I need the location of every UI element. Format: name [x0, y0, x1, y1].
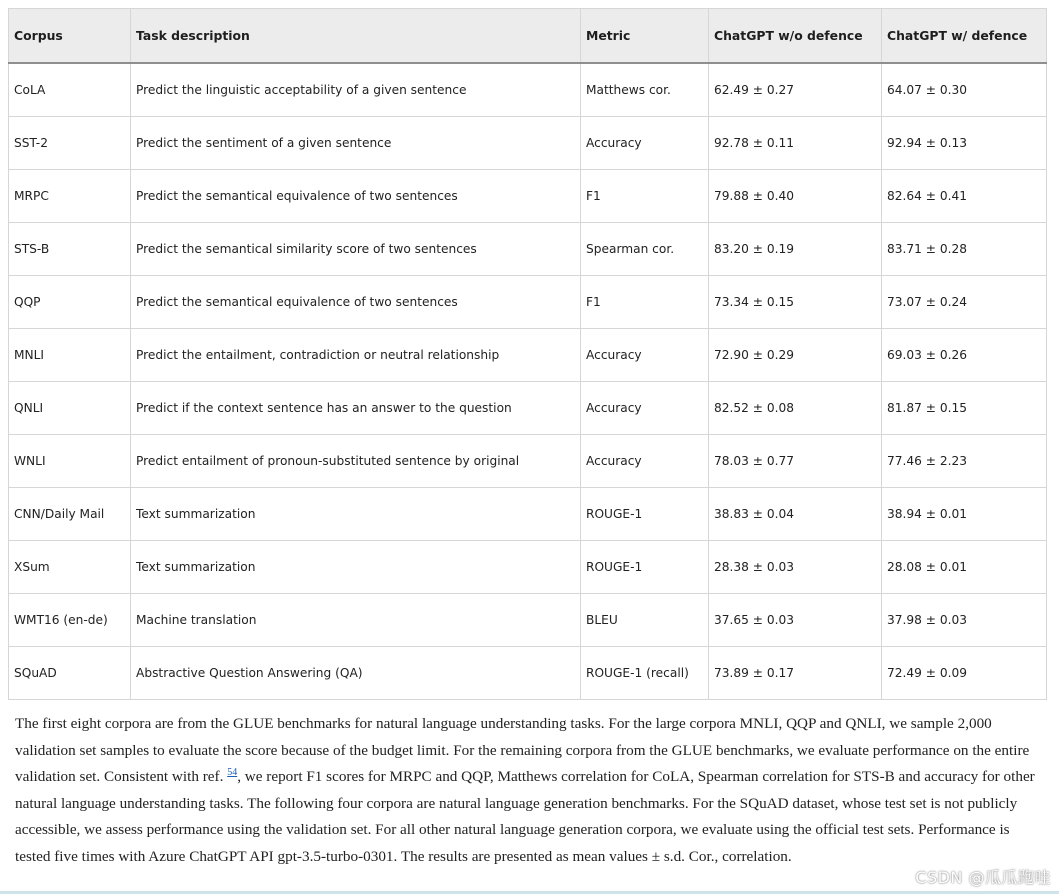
cell-corpus: STS-B	[9, 223, 131, 276]
cell-without-defence: 62.49 ± 0.27	[709, 63, 882, 117]
cell-corpus: SQuAD	[9, 647, 131, 700]
cell-with-defence: 38.94 ± 0.01	[882, 488, 1047, 541]
header-with-defence: ChatGPT w/ defence	[882, 9, 1047, 64]
cell-task: Machine translation	[131, 594, 581, 647]
cell-metric: Accuracy	[581, 382, 709, 435]
results-table	[8, 8, 1047, 700]
header-corpus: Corpus	[9, 9, 131, 64]
cell-without-defence: 78.03 ± 0.77	[709, 435, 882, 488]
cell-task: Predict the semantical equivalence of two sentences	[131, 276, 581, 329]
cell-with-defence: 83.71 ± 0.28	[882, 223, 1047, 276]
header-task-description: Task description	[131, 9, 581, 64]
cell-metric: Matthews cor.	[581, 63, 709, 117]
cell-without-defence: 72.90 ± 0.29	[709, 329, 882, 382]
cell-task: Predict the entailment, contradiction or neutral relationship	[131, 329, 581, 382]
cell-corpus: WNLI	[9, 435, 131, 488]
cell-with-defence: 69.03 ± 0.26	[882, 329, 1047, 382]
cell-corpus: MRPC	[9, 170, 131, 223]
cell-metric: F1	[581, 170, 709, 223]
cell-metric: ROUGE-1	[581, 488, 709, 541]
cell-task: Text summarization	[131, 541, 581, 594]
table-row	[9, 117, 1047, 170]
cell-with-defence: 28.08 ± 0.01	[882, 541, 1047, 594]
cell-with-defence: 37.98 ± 0.03	[882, 594, 1047, 647]
cell-corpus: WMT16 (en-de)	[9, 594, 131, 647]
table-row	[9, 594, 1047, 647]
table-row	[9, 647, 1047, 700]
cell-metric: Accuracy	[581, 435, 709, 488]
table-row	[9, 63, 1047, 117]
cell-task: Predict the linguistic acceptability of a given sentence	[131, 63, 581, 117]
cell-with-defence: 82.64 ± 0.41	[882, 170, 1047, 223]
cell-corpus: MNLI	[9, 329, 131, 382]
cell-with-defence: 73.07 ± 0.24	[882, 276, 1047, 329]
table-row	[9, 488, 1047, 541]
cell-without-defence: 38.83 ± 0.04	[709, 488, 882, 541]
header-metric: Metric	[581, 9, 709, 64]
cell-task: Predict the semantical equivalence of two sentences	[131, 170, 581, 223]
cell-corpus: SST-2	[9, 117, 131, 170]
cell-corpus: CNN/Daily Mail	[9, 488, 131, 541]
footnote-text-part2: , we report F1 scores for MRPC and QQP, Matthews correlation for CoLA, Spearman correlation for STS-B and accuracy for other natural language understanding tasks. The following four corpora are natural language generation benchmarks. For the SQuAD dataset, whose test set is not publicly accessible, we assess performance using the validation set. For all other natural language generation corpora, we evaluate using the official test sets. Performance is tested five times with Azure ChatGPT API gpt-3.5-turbo-0301. The results are presented as mean values ± s.d. Cor., correlation.	[15, 768, 1035, 865]
cell-without-defence: 73.89 ± 0.17	[709, 647, 882, 700]
cell-metric: Spearman cor.	[581, 223, 709, 276]
cell-without-defence: 92.78 ± 0.11	[709, 117, 882, 170]
cell-task: Predict the semantical similarity score of two sentences	[131, 223, 581, 276]
cell-corpus: QNLI	[9, 382, 131, 435]
cell-with-defence: 81.87 ± 0.15	[882, 382, 1047, 435]
cell-task: Abstractive Question Answering (QA)	[131, 647, 581, 700]
cell-metric: Accuracy	[581, 117, 709, 170]
watermark: CSDN @瓜瓜跑哇	[915, 868, 1051, 887]
cell-without-defence: 79.88 ± 0.40	[709, 170, 882, 223]
results-table-container	[8, 8, 1046, 700]
cell-metric: Accuracy	[581, 329, 709, 382]
cell-with-defence: 64.07 ± 0.30	[882, 63, 1047, 117]
table-row	[9, 276, 1047, 329]
cell-task: Predict the sentiment of a given sentence	[131, 117, 581, 170]
cell-without-defence: 37.65 ± 0.03	[709, 594, 882, 647]
table-row	[9, 170, 1047, 223]
cell-task: Predict entailment of pronoun-substituted sentence by original	[131, 435, 581, 488]
cell-task: Predict if the context sentence has an answer to the question	[131, 382, 581, 435]
table-header	[9, 9, 1047, 64]
table-footnote	[15, 711, 1045, 871]
table-row	[9, 329, 1047, 382]
cell-task: Text summarization	[131, 488, 581, 541]
table-row	[9, 382, 1047, 435]
table-row	[9, 223, 1047, 276]
cell-without-defence: 82.52 ± 0.08	[709, 382, 882, 435]
cell-metric: ROUGE-1 (recall)	[581, 647, 709, 700]
cell-metric: BLEU	[581, 594, 709, 647]
cell-without-defence: 83.20 ± 0.19	[709, 223, 882, 276]
cell-metric: F1	[581, 276, 709, 329]
cell-with-defence: 77.46 ± 2.23	[882, 435, 1047, 488]
header-without-defence: ChatGPT w/o defence	[709, 9, 882, 64]
cell-with-defence: 72.49 ± 0.09	[882, 647, 1047, 700]
table-row	[9, 541, 1047, 594]
cell-corpus: XSum	[9, 541, 131, 594]
table-body	[9, 63, 1047, 700]
cell-with-defence: 92.94 ± 0.13	[882, 117, 1047, 170]
cell-without-defence: 28.38 ± 0.03	[709, 541, 882, 594]
cell-corpus: QQP	[9, 276, 131, 329]
cell-metric: ROUGE-1	[581, 541, 709, 594]
footnote-text-part1: The first eight corpora are from the GLUE benchmarks for natural language understanding tasks. For the large corpora MNLI, QQP and QNLI, we sample 2,000 validation set samples to evaluate the score because of the budget limit. For the remaining corpora from the GLUE benchmarks, we evaluate performance on the entire validation set. Consistent with ref.	[15, 715, 1030, 786]
reference-link[interactable]: 54	[227, 767, 238, 779]
cell-corpus: CoLA	[9, 63, 131, 117]
header-row	[9, 9, 1047, 64]
table-row	[9, 435, 1047, 488]
cell-without-defence: 73.34 ± 0.15	[709, 276, 882, 329]
